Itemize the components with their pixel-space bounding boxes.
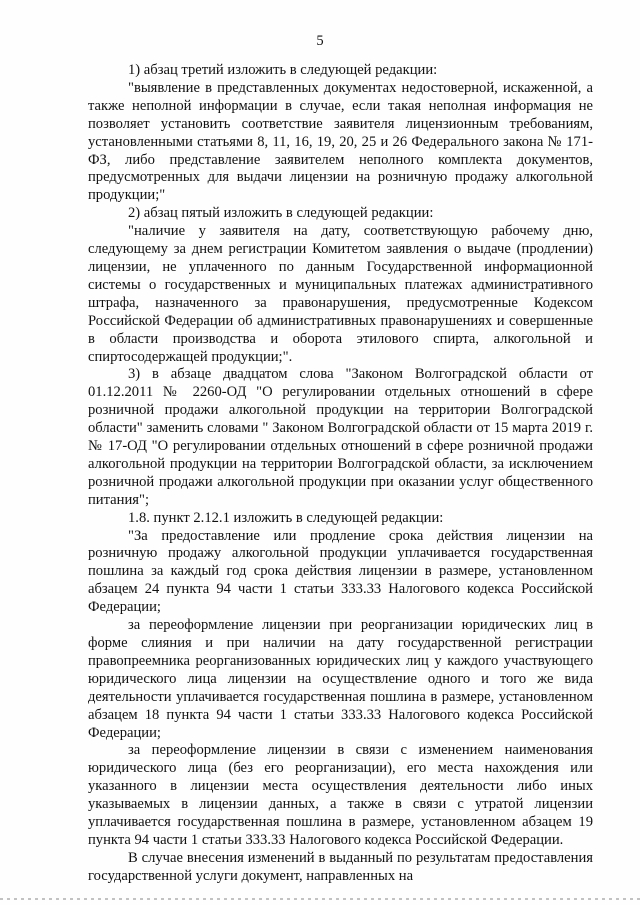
paragraph-7-predostavlenie: "За предоставление или продление срока действия лицензии на розничную продажу алкогольной продукции уплачивается государственная пошлина за каждый год срока действия лицензии в размере, установленном абзацем 24 пункта 94 части 1 статьи 333.33 Налогового кодекса Российской Федерации; — [88, 527, 593, 616]
paragraph-4-nalichie: "наличие у заявителя на дату, соответствующую рабочему дню, следующему за днем регистрации Комитетом заявления о выдаче (продлении) лицензии, не уплаченного по данным Государственной информационной системы о государственных и муниципальных платежах административного штрафа, назначенного за правонарушения, предусмотренные Кодексом Российской Федерации об административных правонарушениях и совершенные в области производства и оборота этилового спирта, алкогольной и спиртосодержащей продукции;". — [88, 223, 593, 365]
document-body — [88, 62, 593, 886]
page-number: 5 — [316, 33, 324, 49]
paragraph-9-izmenenie-naimenovaniya: за переоформление лицензии в связи с изменением наименования юридического лица (без его реорганизации), его места нахождения или указанного в лицензии места осуществления деятельности либо иных указываемых в лицензии данных, а также в связи с утратой лицензии уплачивается государственная пошлина в размере, установленном абзацем 19 пункта 94 части 1 статьи 333.33 Налогового кодекса Российской Федерации. — [88, 742, 593, 848]
paragraph-1-abzac-tretij: 1) абзац третий изложить в следующей редакции: — [128, 62, 438, 78]
paragraph-3-abzac-pyatyj: 2) абзац пятый изложить в следующей редакции: — [128, 205, 434, 222]
scan-edge-line — [0, 898, 640, 900]
paragraph-5-abzac-dvadcatyj: 3) в абзаце двадцатом слова "Законом Волгоградской области от 01.12.2011 № 2260-ОД "О регулировании отдельных отношений в сфере розничной продажи алкогольной продукции на территории Волгоградской области" заменить словами " Законом Волгоградской области от 15 марта 2019 г. № 17-ОД "О регулировании отдельных отношений в сфере розничной продажи алкогольной продукции на территории Волгоградской области, за исключением розничной продажи алкогольной продукции при оказании услуг общественного питания"; — [88, 366, 593, 508]
paragraph-6-punkt-2-12-1: 1.8. пункт 2.12.1 изложить в следующей редакции: — [128, 509, 444, 526]
paragraph-10-vnesenie-izmenenij: В случае внесения изменений в выданный по результатам предоставления государственной услуги документ, направленных на — [88, 849, 593, 884]
paragraph-2-vyyavlenie: "выявление в представленных документах недостоверной, искаженной, а также неполной информации в случае, если такая неполная информация не позволяет установить соответствие заявителя лицензионным требованиям, установленными статьями 8, 11, 16, 19, 20, 25 и 26 Федерального закона № 171-ФЗ, либо представление заявителем неполного комплекта документов, предусмотренных для выдачи лицензии на розничную продажу алкогольной продукции;" — [88, 79, 593, 204]
paragraph-8-reorganizaciya: за переоформление лицензии при реорганизации юридических лиц в форме слияния и при наличии на дату государственной регистрации правопреемника реорганизованных юридических лиц у каждого участвующего юридического лица лицензии на осуществление одного и того же вида деятельности уплачивается государственная пошлина в размере, установленном абзацем 18 пункта 94 части 1 статьи 333.33 Налогового кодекса Российской Федерации; — [88, 617, 593, 741]
